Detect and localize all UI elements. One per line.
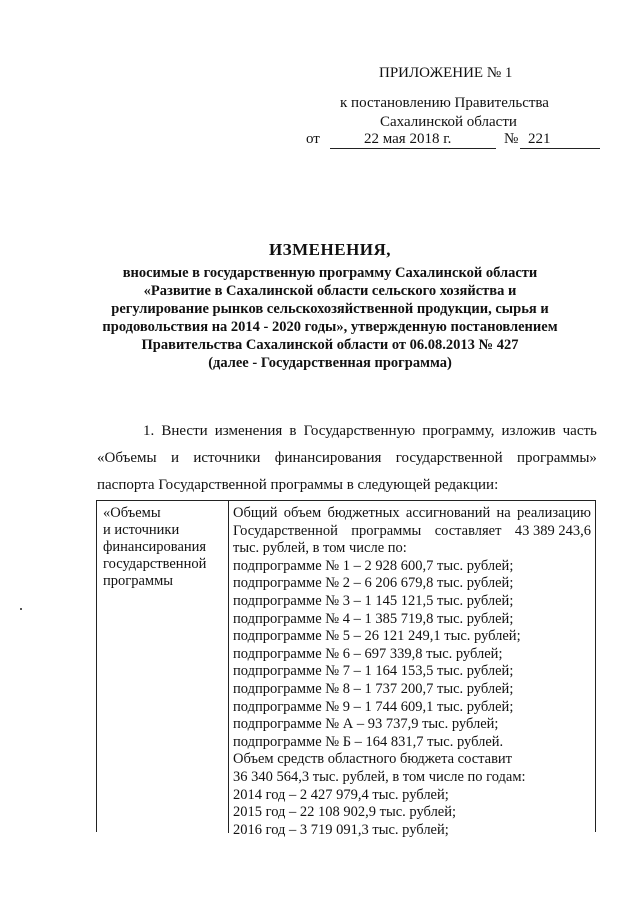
appendix-date-row bbox=[306, 131, 606, 151]
intro-word: «Объемы bbox=[97, 450, 157, 466]
value-word: программы bbox=[351, 522, 422, 539]
subtitle-line: Правительства Сахалинской области от 06.08.2013 № 427 bbox=[141, 337, 519, 353]
document-title: ИЗМЕНЕНИЯ, bbox=[268, 240, 392, 259]
value-line bbox=[233, 505, 591, 523]
subprogram-line: подпрограмме № 7 – 1 164 153,5 тыс. рублей; bbox=[233, 663, 514, 680]
subprogram-line: подпрограмме № А – 93 737,9 тыс. рублей; bbox=[233, 716, 499, 733]
appendix-title: ПРИЛОЖЕНИЕ № 1 bbox=[379, 65, 513, 81]
appendix-region-line: Сахалинской области bbox=[380, 114, 517, 130]
subtitle-line: вносимые в государственную программу Сахалинской области bbox=[122, 265, 538, 281]
label-line: и источники bbox=[103, 522, 180, 538]
intro-word: источники bbox=[193, 450, 261, 466]
from-label: от bbox=[306, 131, 320, 147]
decree-date: 22 мая 2018 г. bbox=[364, 131, 452, 147]
subprogram-line: подпрограмме № 2 – 6 206 679,8 тыс. рублей; bbox=[233, 575, 514, 592]
appendix-decree-line: к постановлению Правительства bbox=[340, 95, 549, 111]
intro-word: Государственную bbox=[303, 423, 416, 439]
subtitle-line: (далее - Государственная программа) bbox=[208, 355, 452, 371]
subprogram-line: подпрограмме № 4 – 1 385 719,8 тыс. рублей; bbox=[233, 610, 514, 627]
intro-word: программу, bbox=[422, 423, 495, 439]
date-underline bbox=[330, 148, 496, 149]
value-line bbox=[233, 523, 591, 541]
number-label: № bbox=[504, 131, 519, 147]
intro-line-3: паспорта Государственной программы в следующей редакции: bbox=[97, 477, 499, 493]
number-underline bbox=[520, 148, 600, 149]
value-word: ассигнований bbox=[405, 505, 491, 521]
value-word: бюджетных bbox=[327, 505, 400, 521]
subprogram-line: подпрограмме № 3 – 1 145 121,5 тыс. рублей; bbox=[233, 592, 514, 609]
intro-word: изменения bbox=[214, 423, 283, 439]
regional-budget-line: 36 340 564,3 тыс. рублей, в том числе по годам: bbox=[233, 768, 526, 785]
scan-speck bbox=[20, 608, 22, 610]
intro-line-2 bbox=[97, 445, 597, 472]
intro-word: изложив bbox=[501, 423, 556, 439]
decree-number: 221 bbox=[528, 131, 551, 147]
intro-word: Внести bbox=[161, 423, 208, 439]
intro-line-1 bbox=[97, 418, 597, 445]
regional-budget-line: Объем средств областного бюджета составит bbox=[233, 751, 513, 768]
table-value-cell bbox=[233, 505, 591, 839]
label-line: государственной bbox=[103, 556, 207, 572]
year-line: 2016 год – 3 719 091,3 тыс. рублей; bbox=[233, 821, 449, 838]
label-line: финансирования bbox=[103, 539, 207, 555]
value-word: составляет bbox=[434, 522, 502, 539]
total-amount: 43 389 243,6 bbox=[514, 522, 591, 539]
subprogram-line: подпрограмме № 6 – 697 339,8 тыс. рублей; bbox=[233, 645, 503, 662]
label-line: «Объемы bbox=[103, 505, 161, 521]
subtitle-line: продовольствия на 2014 - 2020 годы», утвержденную постановлением bbox=[102, 319, 558, 335]
subtitle-line: регулирование рынков сельскохозяйственной продукции, сырья и bbox=[111, 301, 549, 317]
label-line: программы bbox=[103, 573, 173, 589]
subprogram-line: подпрограмме № 8 – 1 737 200,7 тыс. рублей; bbox=[233, 680, 514, 697]
value-word: Общий bbox=[233, 505, 278, 521]
intro-word: 1. bbox=[143, 423, 155, 439]
funding-table bbox=[96, 500, 596, 838]
year-line: 2014 год – 2 427 979,4 тыс. рублей; bbox=[233, 786, 449, 803]
subtitle-line: «Развитие в Сахалинской области сельского хозяйства и bbox=[143, 283, 517, 299]
subprogram-line: подпрограмме № 5 – 26 121 249,1 тыс. рублей; bbox=[233, 628, 521, 645]
subprogram-line: подпрограмме № 9 – 1 744 609,1 тыс. рублей; bbox=[233, 698, 514, 715]
intro-word: государственной bbox=[395, 450, 503, 466]
subprogram-line: подпрограмме № Б – 164 831,7 тыс. рублей. bbox=[233, 733, 504, 750]
intro-word: в bbox=[289, 423, 297, 439]
value-word: на bbox=[496, 505, 511, 521]
year-line: 2015 год – 22 108 902,9 тыс. рублей; bbox=[233, 804, 457, 821]
intro-word: финансирования bbox=[274, 450, 382, 466]
intro-paragraph bbox=[97, 418, 597, 499]
value-word: объем bbox=[283, 505, 322, 521]
subprogram-line: подпрограмме № 1 – 2 928 600,7 тыс. рублей; bbox=[233, 557, 514, 574]
value-word: Государственной bbox=[233, 522, 338, 539]
intro-word: часть bbox=[562, 423, 597, 439]
value-word: реализацию bbox=[517, 505, 591, 521]
document-subtitle bbox=[60, 264, 600, 372]
intro-word: и bbox=[170, 450, 179, 466]
value-line: тыс. рублей, в том числе по: bbox=[233, 540, 407, 557]
intro-word: программы» bbox=[517, 450, 597, 466]
table-label-cell bbox=[103, 505, 227, 590]
table-column-divider bbox=[228, 501, 229, 833]
